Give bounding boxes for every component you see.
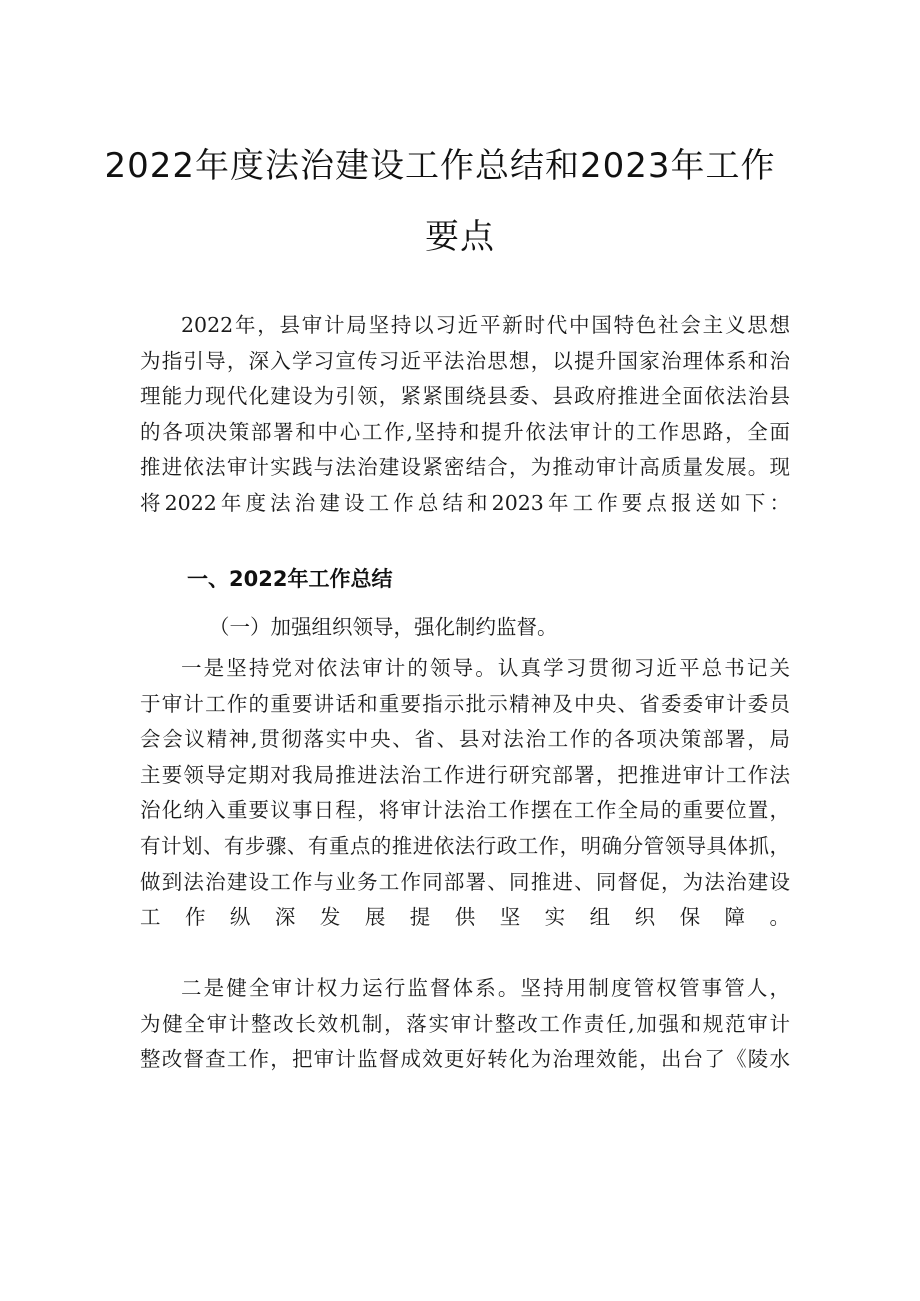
- text-line: 治化纳入重要议事日程，将审计法治工作摆在工作全局的重要位置，: [140, 798, 790, 823]
- paragraph-party-leadership: [140, 651, 790, 936]
- text-line: 主要领导定期对我局推进法治工作进行研究部署，把推进审计工作法: [140, 762, 790, 787]
- document-title-line-1: 2022年度法治建设工作总结和2023年工作: [104, 146, 776, 186]
- section-heading: 一、2022年工作总结: [187, 567, 393, 591]
- paragraph-supervision-system: [140, 971, 790, 1078]
- text-line: 将2022年度法治建设工作总结和2023年工作要点报送如下：: [140, 490, 790, 515]
- text-line: 做到法治建设工作与业务工作同部署、同推进、同督促，为法治建设: [140, 869, 790, 894]
- intro-paragraph: [140, 308, 790, 522]
- text-line: 的各项决策部署和中心工作,坚持和提升依法审计的工作思路，全面: [140, 419, 790, 444]
- text-line: 有计划、有步骤、有重点的推进依法行政工作，明确分管领导具体抓，: [140, 833, 790, 858]
- text-line: 推进依法审计实践与法治建设紧密结合，为推动审计高质量发展。现: [140, 455, 790, 480]
- text-line: 为健全审计整改长效机制，落实审计整改工作责任,加强和规范审计: [140, 1011, 790, 1036]
- text-line: 二是健全审计权力运行监督体系。坚持用制度管权管事管人，: [181, 976, 790, 1000]
- text-line: 整改督查工作，把审计监督成效更好转化为治理效能，出台了《陵水: [140, 1047, 790, 1072]
- text-line: 理能力现代化建设为引领，紧紧围绕县委、县政府推进全面依法治县: [140, 384, 790, 409]
- text-line: 工作纵深发展提供坚实组织保障。: [140, 905, 790, 930]
- text-line: 为指引导，深入学习宣传习近平法治思想，以提升国家治理体系和治: [140, 348, 790, 373]
- text-line: 一是坚持党对依法审计的领导。认真学习贯彻习近平总书记关: [181, 656, 790, 680]
- text-line: 于审计工作的重要讲话和重要指示批示精神及中央、省委委审计委员: [140, 691, 790, 716]
- document-title-line-2: 要点: [425, 217, 495, 257]
- text-line: 2022年，县审计局坚持以习近平新时代中国特色社会主义思想: [181, 313, 790, 337]
- subsection-heading: （一）加强组织领导，强化制约监督。: [209, 615, 558, 639]
- text-line: 会会议精神,贯彻落实中央、省、县对法治工作的各项决策部署，局: [140, 727, 790, 752]
